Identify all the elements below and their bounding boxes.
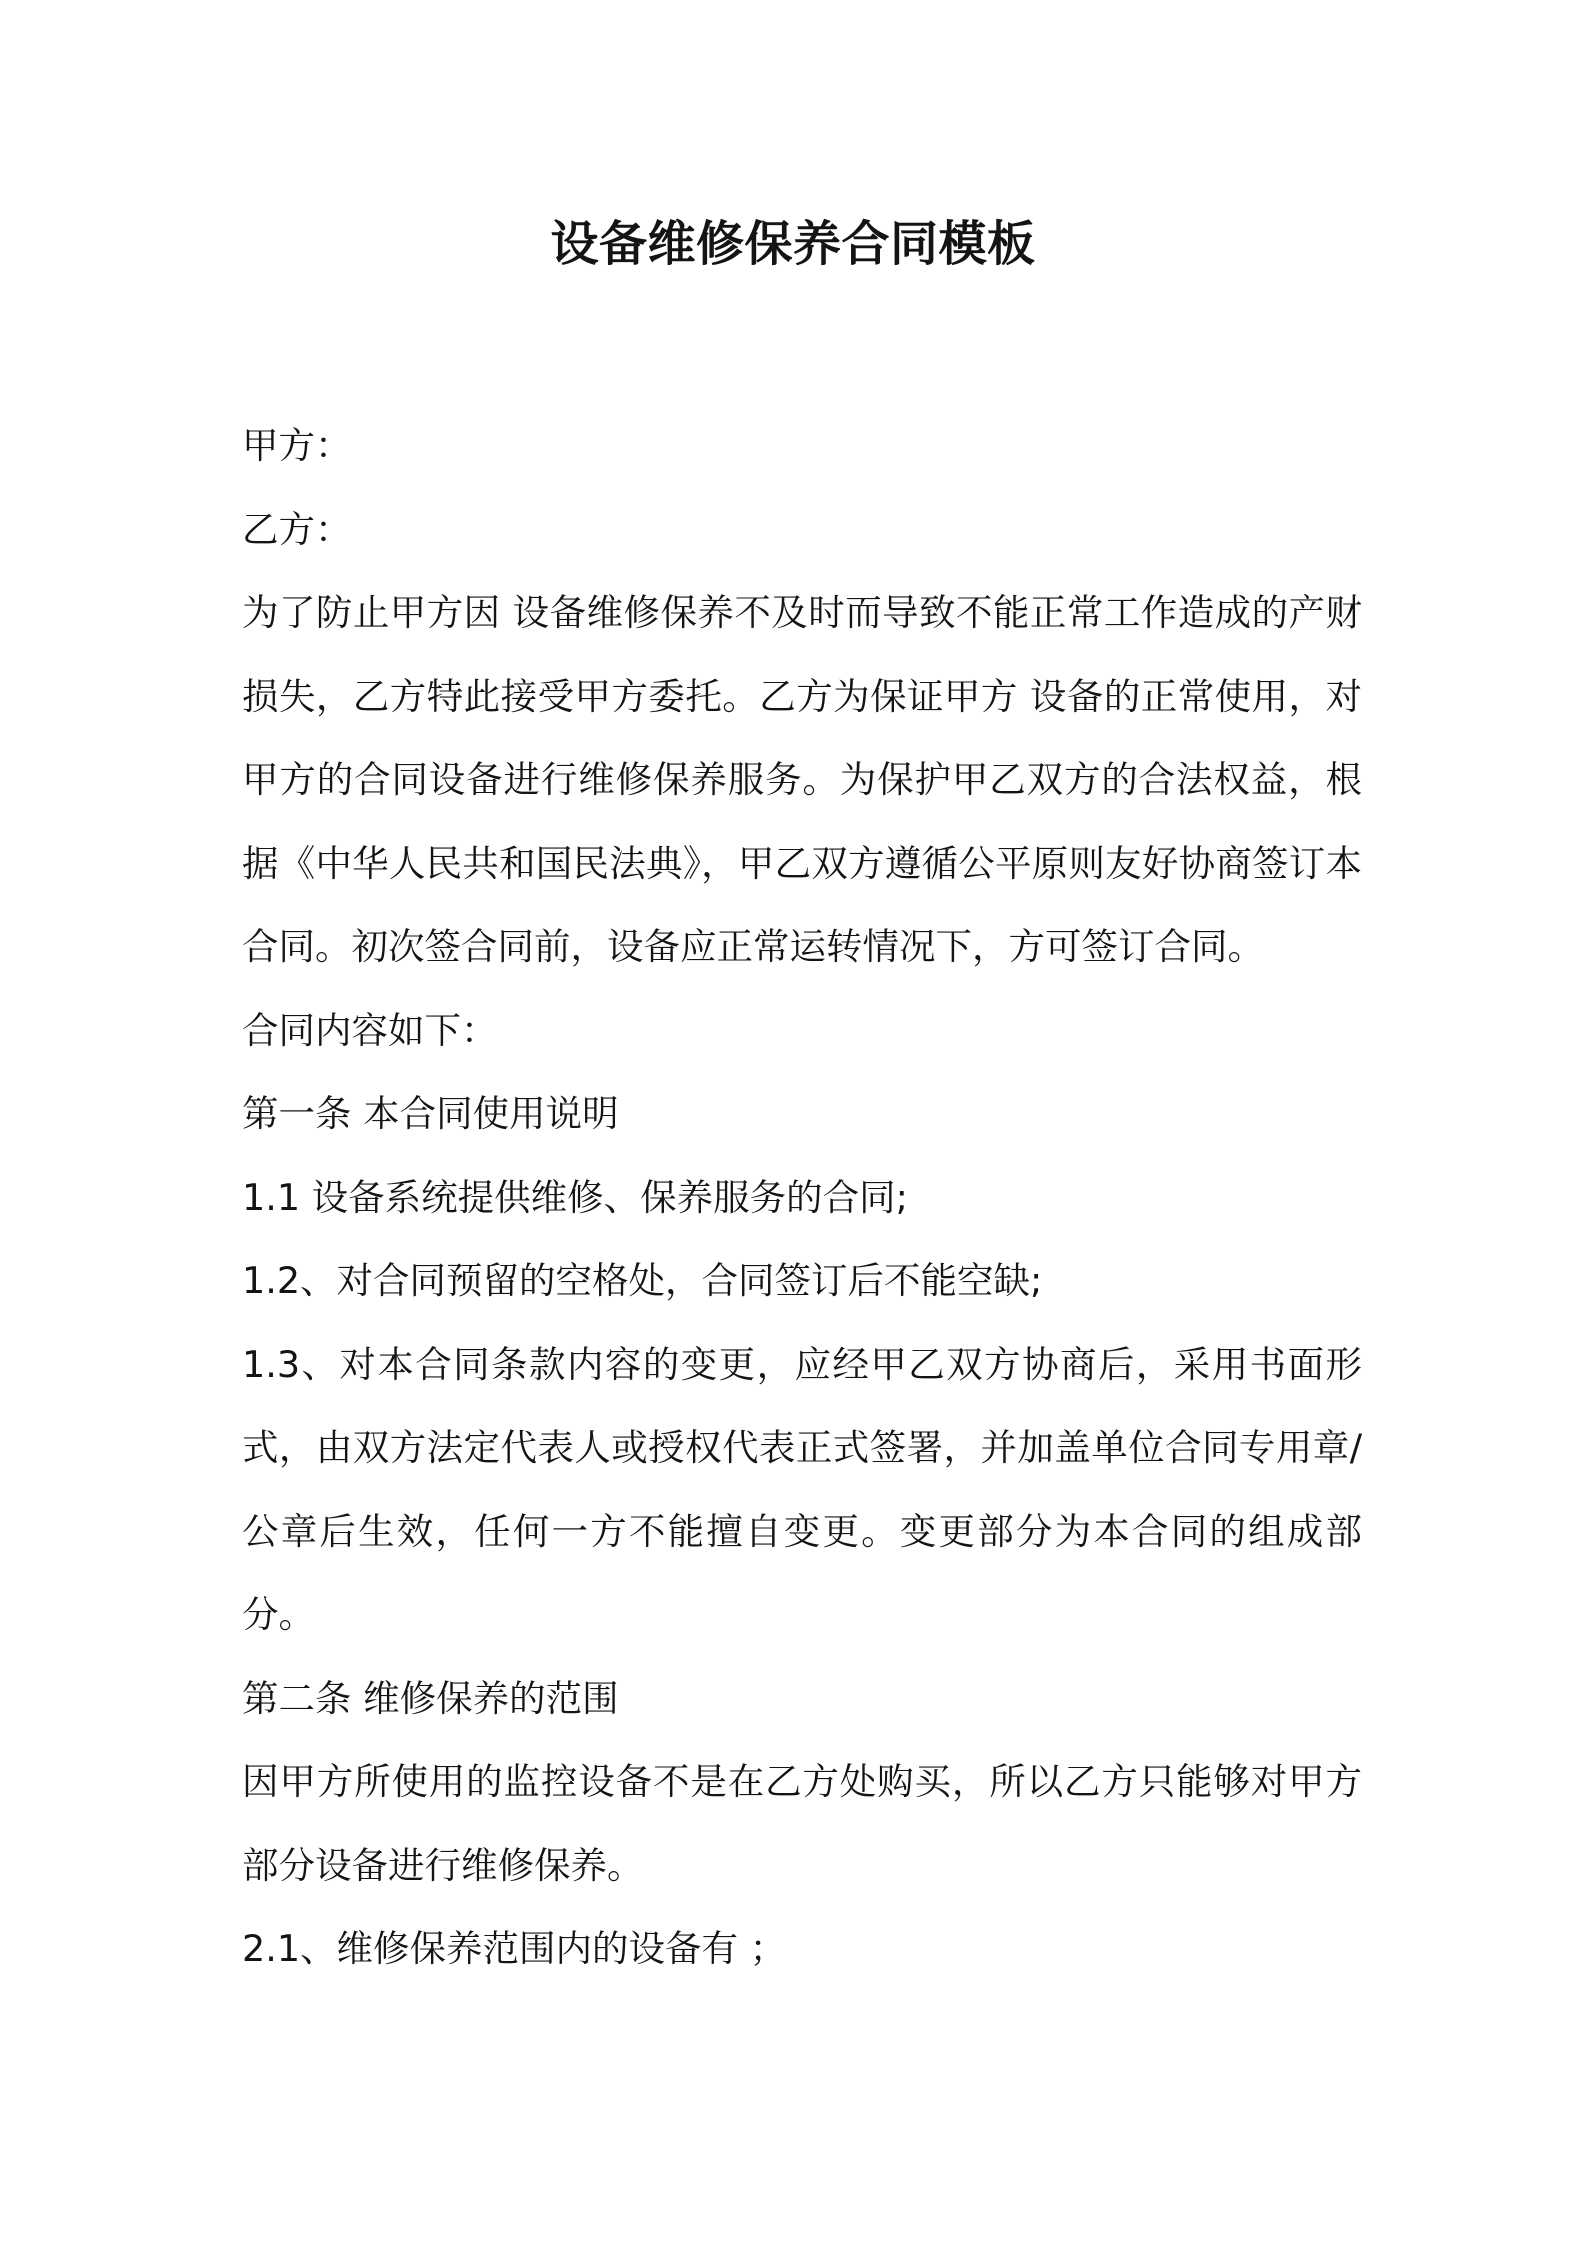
- document-title: 设备维修保养合同模板: [550, 216, 1036, 272]
- party-b-line: 乙方：: [242, 507, 352, 551]
- party-a-line: 甲方：: [242, 424, 352, 467]
- clause-1-3: 1.3、对本合同条款内容的变更，应经甲乙双方协商后，采用书面形式，由双方法定代表人或授权代表正式签署，并加盖单位合同专用章/公章后生效，任何一方不能擅自变更。变更部分为本合同的组成部分。: [242, 1342, 1362, 1636]
- document-body: [242, 404, 1362, 1991]
- contents-heading: 合同内容如下：: [242, 1008, 498, 1052]
- clause-1-1: 1.1 设备系统提供维修、保养服务的合同;: [242, 1175, 908, 1219]
- article-2-text: 因甲方所使用的监控设备不是在乙方处购买，所以乙方只能够对甲方部分设备进行维修保养。: [242, 1760, 1362, 1887]
- article-2-heading: 第二条 维修保养的范围: [242, 1676, 619, 1720]
- clause-1-2: 1.2、对合同预留的空格处，合同签订后不能空缺;: [242, 1259, 1043, 1302]
- intro-paragraph: 为了防止甲方因 设备维修保养不及时而导致不能正常工作造成的产财损失，乙方特此接受甲方委托。乙方为保证甲方 设备的正常使用，对甲方的合同设备进行维修保养服务。为保护甲乙双方的合法权益，根据《中华人民共和国民法典》，甲乙双方遵循公平原则友好协商签订本合同。初次签合同前，设备应正常运转情况下，方可签订合同。: [242, 591, 1362, 968]
- article-1-heading: 第一条 本合同使用说明: [242, 1092, 619, 1135]
- clause-2-1: 2.1、维修保养范围内的设备有 ；: [242, 1927, 787, 1970]
